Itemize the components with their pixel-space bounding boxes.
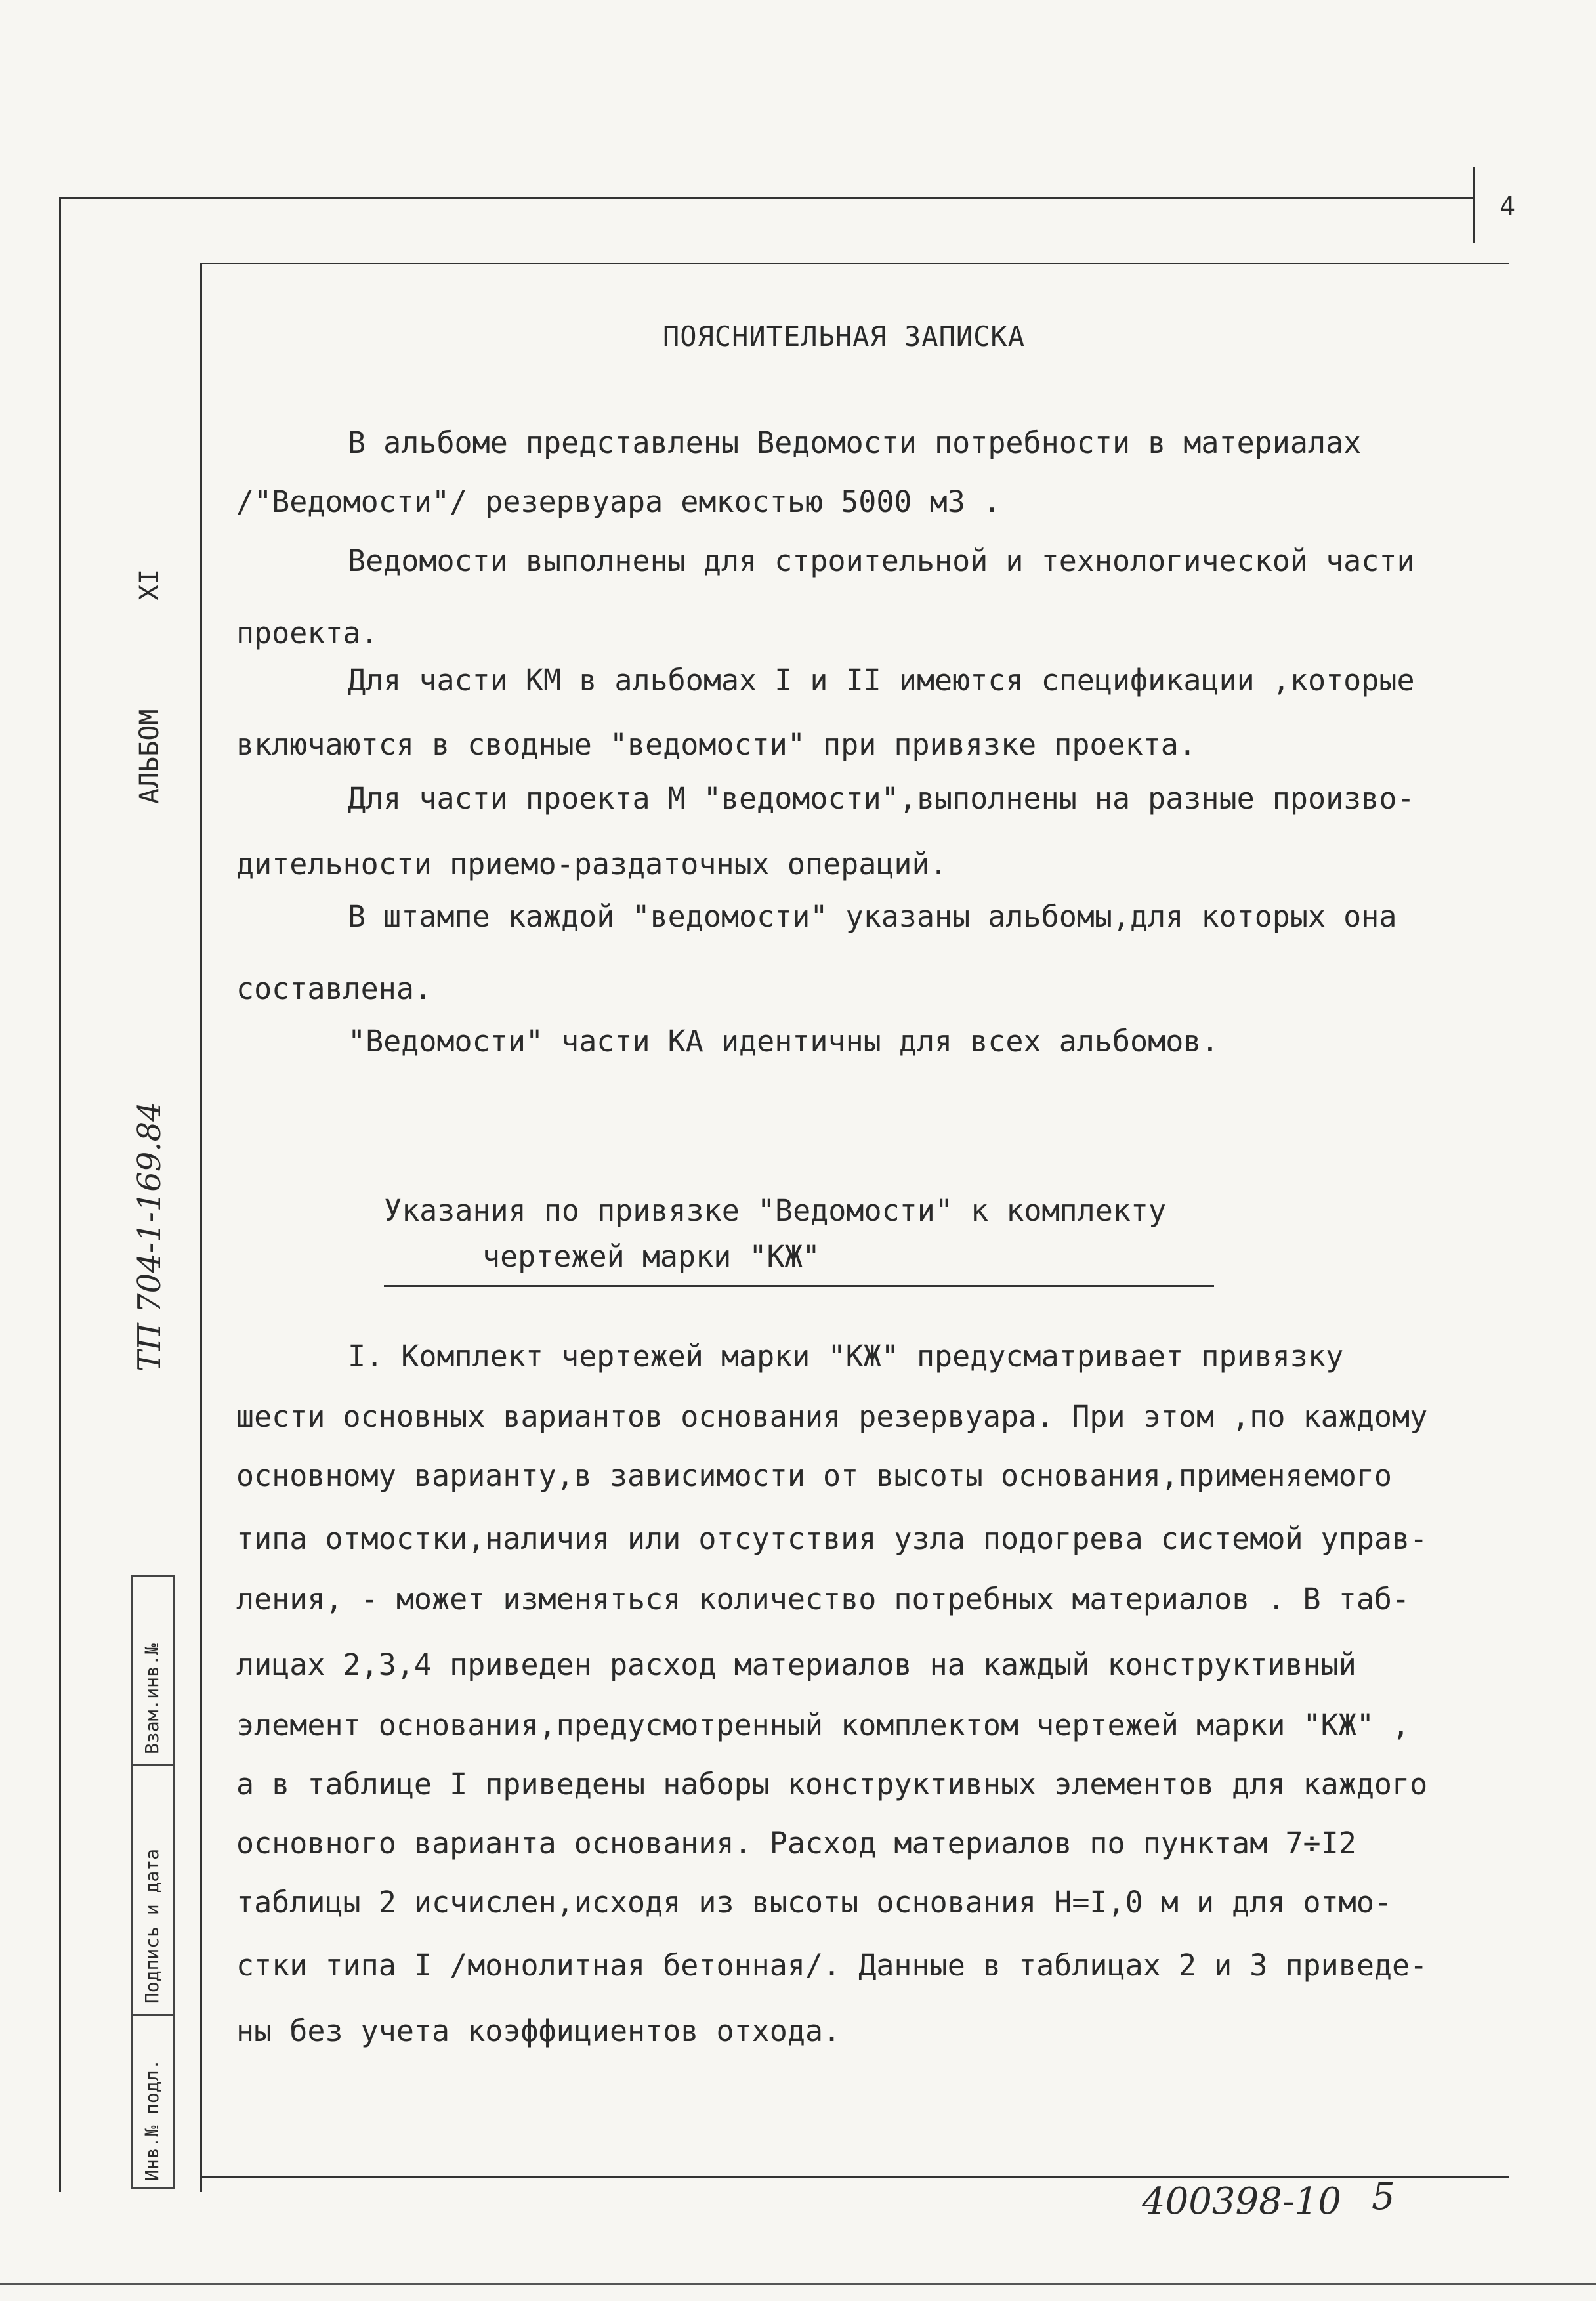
body-line: основному варианту,в зависимости от высоты основания,применяемого — [236, 1458, 1392, 1493]
intro-line: В штампе каждой "ведомости" указаны альбомы,для которых она — [348, 899, 1397, 934]
body-line: основного варианта основания. Расход материалов по пунктам 7÷I2 — [236, 1826, 1356, 1861]
body-line: I. Комплект чертежей марки "КЖ" предусматривает привязку — [348, 1339, 1344, 1374]
intro-line: Ведомости выполнены для строительной и технологической части — [348, 543, 1415, 578]
inner-frame-left — [200, 263, 202, 2192]
body-line: шести основных вариантов основания резервуара. При этом ,по каждому — [236, 1399, 1428, 1434]
stamp-column — [131, 1575, 175, 2189]
footer-document-number: 400398-10 — [1142, 2180, 1341, 2223]
intro-line: /"Ведомости"/ резервуара емкостью 5000 м3 . — [236, 484, 1001, 519]
intro-line: Для части проекта М "ведомости",выполнены на разные произво- — [348, 781, 1415, 816]
section-heading-line1: Указания по привязке "Ведомости" к комплекту — [384, 1193, 1167, 1228]
side-album-number: XI — [135, 568, 165, 601]
inner-frame-bottom — [200, 2176, 1509, 2178]
outer-frame-right-top — [1473, 167, 1475, 243]
outer-frame-left — [59, 197, 61, 2192]
stamp-cell-replace-inv: Взам.инв.№ — [141, 1643, 163, 1754]
inner-frame-top — [200, 263, 1509, 264]
outer-frame-top — [59, 197, 1473, 199]
intro-line: В альбоме представлены Ведомости потребности в материалах — [348, 425, 1362, 460]
intro-line: Для части КМ в альбомах I и II имеются спецификации ,которые — [348, 663, 1415, 698]
stamp-divider-2 — [133, 2014, 173, 2016]
side-album-label: АЛЬБОМ — [135, 709, 165, 804]
footer-page-number: 5 — [1372, 2176, 1395, 2218]
body-line: элемент основания,предусмотренный комплектом чертежей марки "КЖ" , — [236, 1708, 1410, 1742]
page-title: ПОЯСНИТЕЛЬНАЯ ЗАПИСКА — [663, 320, 1026, 352]
side-project-code: ТП 704-1-169.84 — [131, 1101, 168, 1372]
intro-line: дительности приемо-раздаточных операций. — [236, 847, 948, 881]
intro-line: "Ведомости" части КА идентичны для всех альбомов. — [348, 1024, 1219, 1059]
intro-line: проекта. — [236, 616, 379, 650]
body-line: ны без учета коэффициентов отхода. — [236, 2014, 841, 2048]
body-line: лицах 2,3,4 приведен расход материалов на каждый конструктивный — [236, 1647, 1356, 1682]
body-line: типа отмостки,наличия или отсутствия узла подогрева системой управ- — [236, 1521, 1428, 1556]
body-line: а в таблице I приведены наборы конструктивных элементов для каждого — [236, 1767, 1428, 1802]
section-heading-line2: чертежей марки "КЖ" — [482, 1239, 820, 1274]
body-line: ления, - может изменяться количество потребных материалов . В таб- — [236, 1582, 1410, 1616]
intro-line: включаются в сводные "ведомости" при привязке проекта. — [236, 727, 1196, 762]
body-line: стки типа I /монолитная бетонная/. Данные в таблицах 2 и 3 приведе- — [236, 1948, 1428, 1983]
stamp-cell-inv-original: Инв.№ подл. — [141, 2059, 163, 2181]
stamp-divider-1 — [133, 1764, 173, 1766]
body-line: таблицы 2 исчислен,исходя из высоты основания Н=I,0 м и для отмо- — [236, 1885, 1392, 1920]
stamp-cell-signature-date: Подпись и дата — [141, 1848, 163, 2004]
page-number-top: 4 — [1500, 192, 1516, 222]
bottom-edge-line — [0, 2283, 1596, 2285]
intro-line: составлена. — [236, 971, 432, 1006]
section-heading-underline — [384, 1285, 1214, 1287]
